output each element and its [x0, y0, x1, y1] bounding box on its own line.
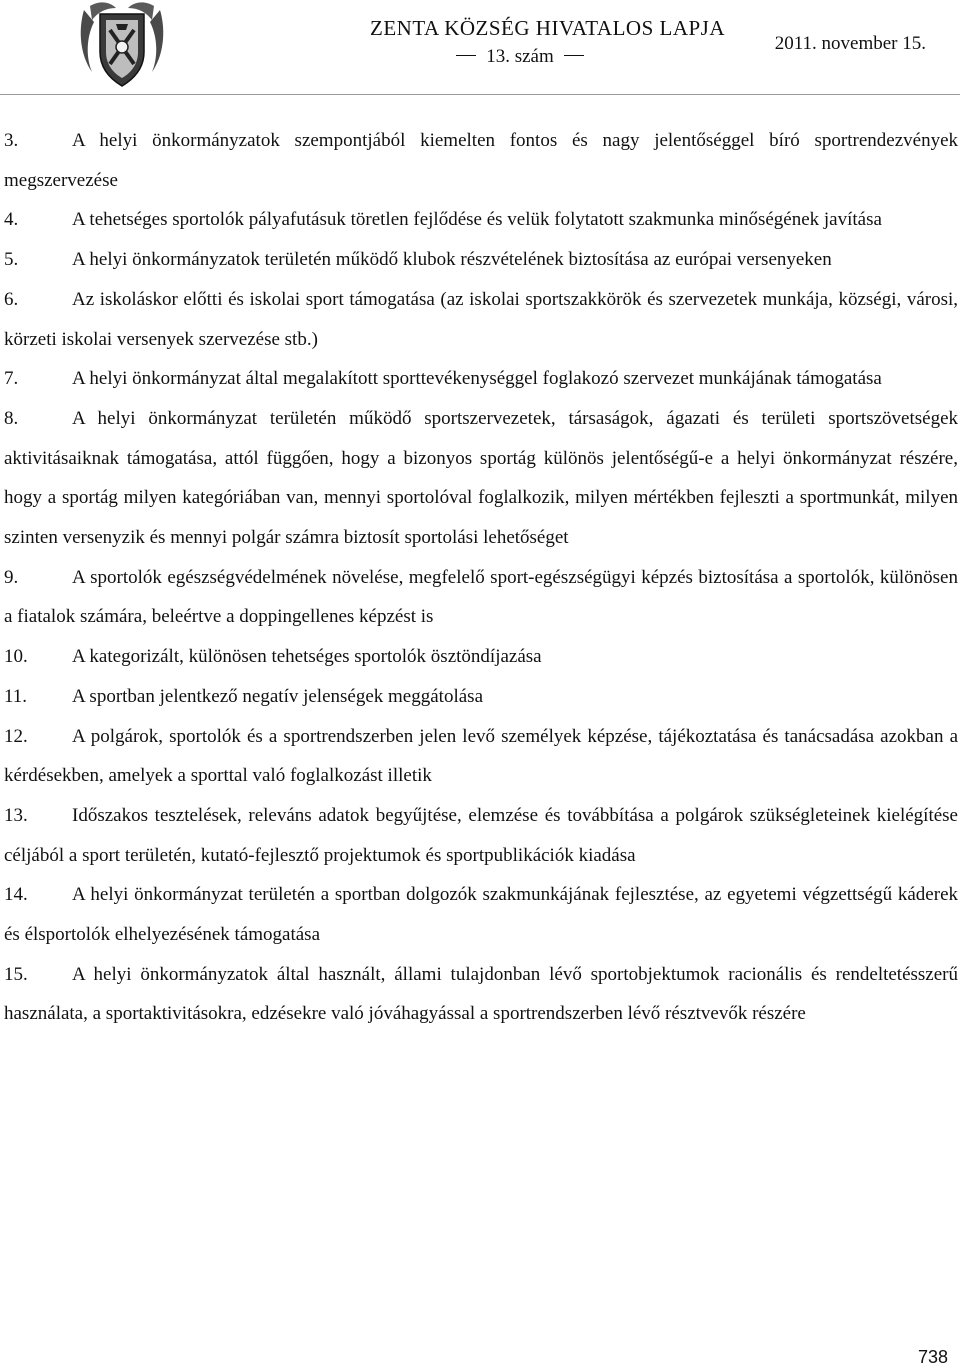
item-number: 3. — [4, 130, 19, 151]
item-number: 9. — [4, 566, 19, 588]
list-item — [4, 558, 958, 637]
item-text: A helyi önkormányzatok által használt, állami tulajdonban lévő sportobjektumok racionális és rendeltetésszerű használata, a sportaktivitásokra, edzésekre való jóváhagyással a sportrendszerben lévő résztvevők részére — [4, 963, 958, 1025]
item-text: A helyi önkormányzatok szempontjából kiemelten fontos és nagy jelentőséggel bíró sportrendezvények megszervezése — [4, 130, 958, 191]
list-item — [4, 875, 958, 954]
list-item — [4, 717, 958, 796]
dash-right — [564, 55, 584, 56]
numbered-list — [4, 121, 958, 1034]
item-number: 12. — [4, 725, 28, 747]
item-number: 5. — [4, 249, 19, 271]
list-item — [4, 637, 958, 677]
list-item — [4, 955, 958, 1034]
item-text: A tehetséges sportolók pályafutásuk töretlen fejlődése és velük folytatott szakmunka minőségének javítása — [72, 209, 882, 231]
item-text: A helyi önkormányzatok területén működő klubok részvételének biztosítása az európai versenyeken — [72, 249, 832, 271]
item-text: A sportolók egészségvédelmének növelése, megfelelő sport-egészségügyi képzés biztosítása a sportolók, különösen a fiatalok számára, beleértve a doppingellenes képzést is — [4, 566, 958, 628]
item-text: A helyi önkormányzat területén a sportban dolgozók szakmunkájának fejlesztése, az egyetemi végzettségű káderek és élsportolók elhelyezésének támogatása — [4, 884, 958, 946]
item-number: 10. — [4, 646, 28, 668]
item-text: A sportban jelentkező negatív jelenségek meggátolása — [72, 685, 483, 707]
item-number: 11. — [4, 685, 28, 707]
item-text: A polgárok, sportolók és a sportrendszerben jelen levő személyek képzése, tájékoztatása és tanácsadása azokban a kérdésekben, amelyek a sporttal való foglalkozást illetik — [4, 725, 958, 787]
issue-number: 13. szám — [486, 46, 554, 67]
item-text: A helyi önkormányzat területén működő sportszervezetek, társaságok, ágazati és területi sportszövetségek aktivitásaiknak támogatása, attól függően, hogy a bizonyos sportág különös jelentőségű-e a helyi önkormányzat részére, hogy a sportág milyen kategóriában van, mennyi sportolóval foglalkozik, milyen mértékben fejleszti a sportmunkát, milyen szinten versenyzik és mennyi polgár számra biztosít sportolási lehetőséget — [4, 407, 958, 549]
issue-number-line — [400, 46, 640, 68]
list-item — [4, 200, 958, 240]
list-item — [4, 240, 958, 280]
header-divider — [0, 94, 960, 95]
page-number: 738 — [917, 1347, 948, 1367]
item-number: 7. — [4, 368, 19, 390]
coat-of-arms-icon — [76, 0, 168, 90]
item-number: 13. — [4, 804, 28, 826]
gazette-title: ZENTA KÖZSÉG HIVATALOS LAPJA — [370, 16, 726, 40]
item-number: 8. — [4, 407, 19, 429]
list-item — [4, 796, 958, 875]
list-item — [4, 121, 958, 200]
item-number: 4. — [4, 209, 19, 231]
item-number: 6. — [4, 288, 19, 310]
item-text: A kategorizált, különösen tehetséges sportolók ösztöndíjazása — [72, 646, 542, 668]
list-item — [4, 399, 958, 558]
item-text: Időszakos tesztelések, releváns adatok begyűjtése, elemzése és továbbítása a polgárok szükségleteinek kielégítése céljából a sport területén, kutató-fejlesztő projektumok és sportpublikációk kiadása — [4, 804, 958, 866]
list-item — [4, 280, 958, 359]
item-number: 14. — [4, 884, 28, 906]
item-text: Az iskoláskor előtti és iskolai sport támogatása (az iskolai sportszakkörök és szervezetek munkája, községi, városi, körzeti iskolai versenyek szervezése stb.) — [4, 288, 958, 350]
item-number: 15. — [4, 963, 28, 985]
list-item — [4, 677, 958, 717]
page-header — [0, 0, 960, 90]
issue-date: 2011. november 15. — [774, 33, 926, 54]
dash-left — [456, 55, 476, 56]
list-item — [4, 359, 958, 399]
item-text: A helyi önkormányzat által megalakított sporttevékenységgel foglakozó szervezet munkájának támogatása — [72, 368, 882, 390]
